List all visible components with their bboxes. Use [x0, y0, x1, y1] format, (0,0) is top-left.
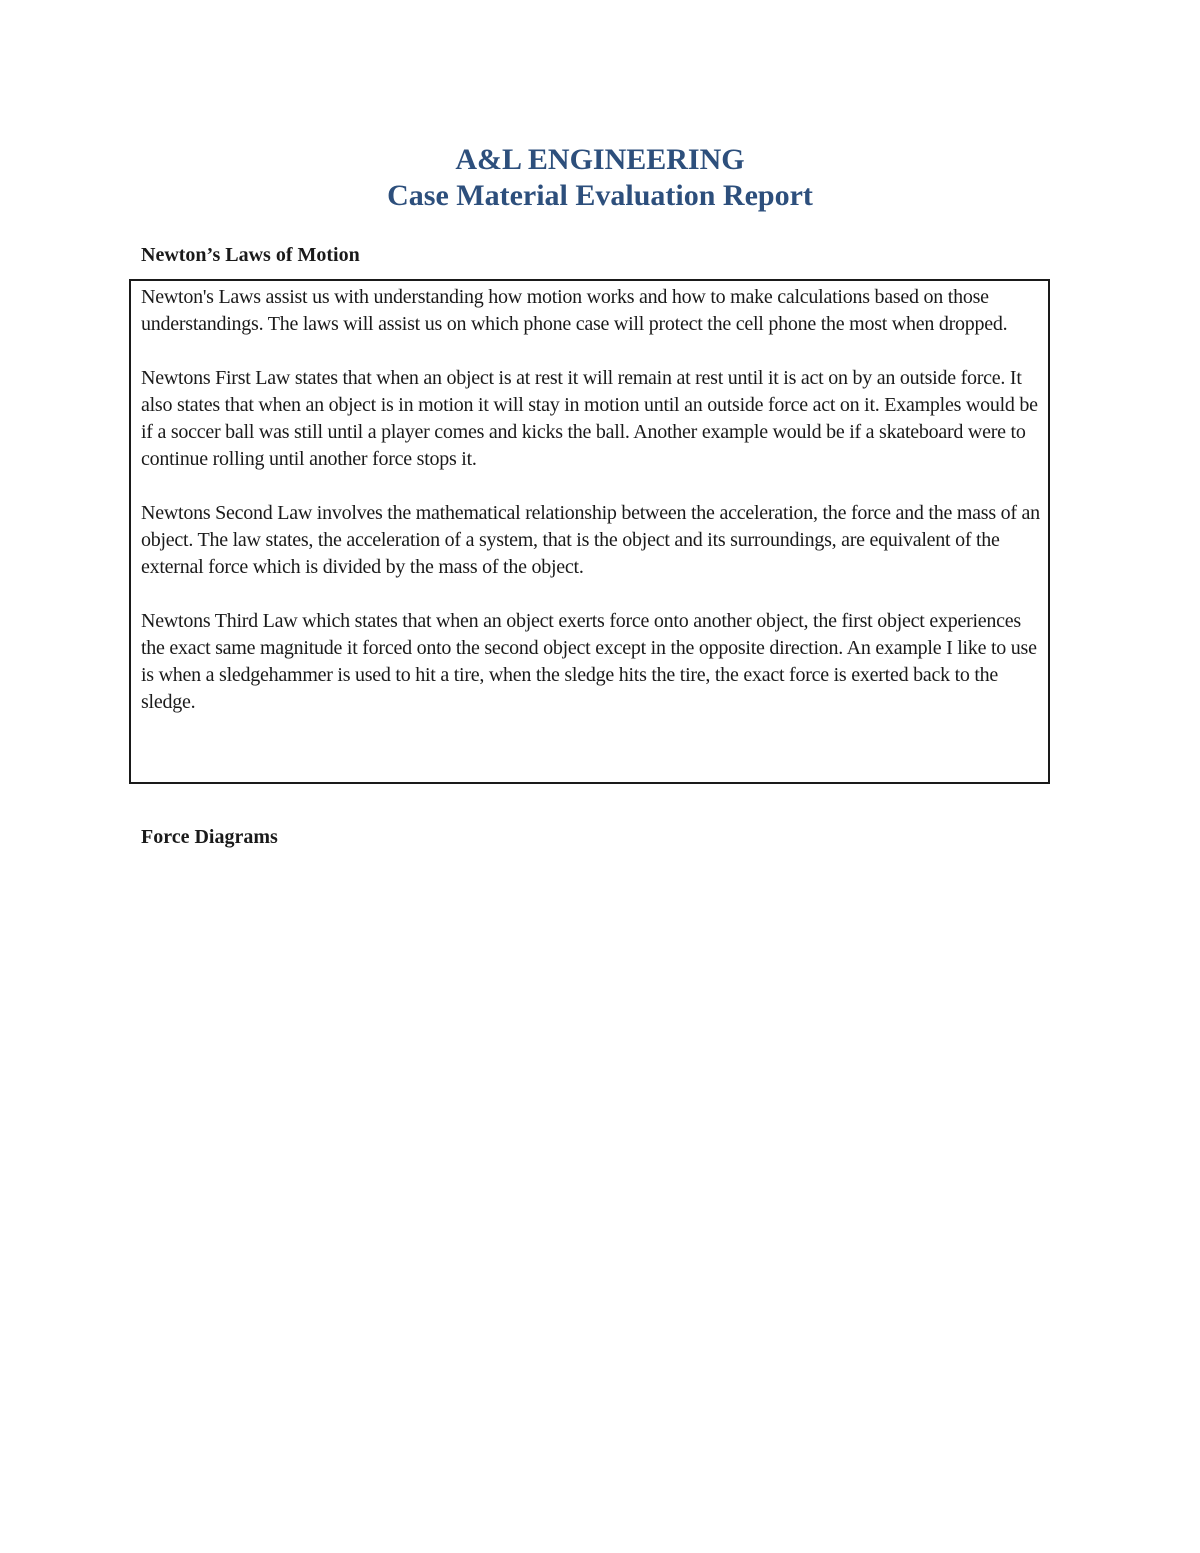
company-name: A&L ENGINEERING	[455, 143, 745, 176]
paragraph-second-law: Newtons Second Law involves the mathematical relationship between the acceleration, the force and the mass of an object. The law states, the acceleration of a system, that is the object and its surroundings, are equivalent of the external force which is divided by the mass of the object.	[141, 502, 1040, 578]
title-block	[0, 142, 1200, 214]
section-heading-newtons-laws: Newton’s Laws of Motion	[141, 244, 360, 266]
paragraph-third-law: Newtons Third Law which states that when an object exerts force onto another object, the first object experiences the exact same magnitude it forced onto the second object except in the opposite direction. An example I like to use is when a sledgehammer is used to hit a tire, when the sledge hits the tire, the exact force is exerted back to the sledge.	[141, 610, 1037, 713]
newtons-laws-text-box[interactable]	[129, 279, 1050, 784]
report-title: Case Material Evaluation Report	[387, 179, 813, 212]
paragraph-first-law: Newtons First Law states that when an object is at rest it will remain at rest until it is act on by an outside force. It also states that when an object is in motion it will stay in motion until an outside force act on it. Examples would be if a soccer ball was still until a player comes and kicks the ball. Another example would be if a skateboard were to continue rolling until another force stops it.	[141, 367, 1038, 470]
section-heading-force-diagrams: Force Diagrams	[141, 826, 278, 848]
paragraph-intro: Newton's Laws assist us with understanding how motion works and how to make calculations based on those understandings. The laws will assist us on which phone case will protect the cell phone the most when dropped.	[141, 286, 1008, 335]
